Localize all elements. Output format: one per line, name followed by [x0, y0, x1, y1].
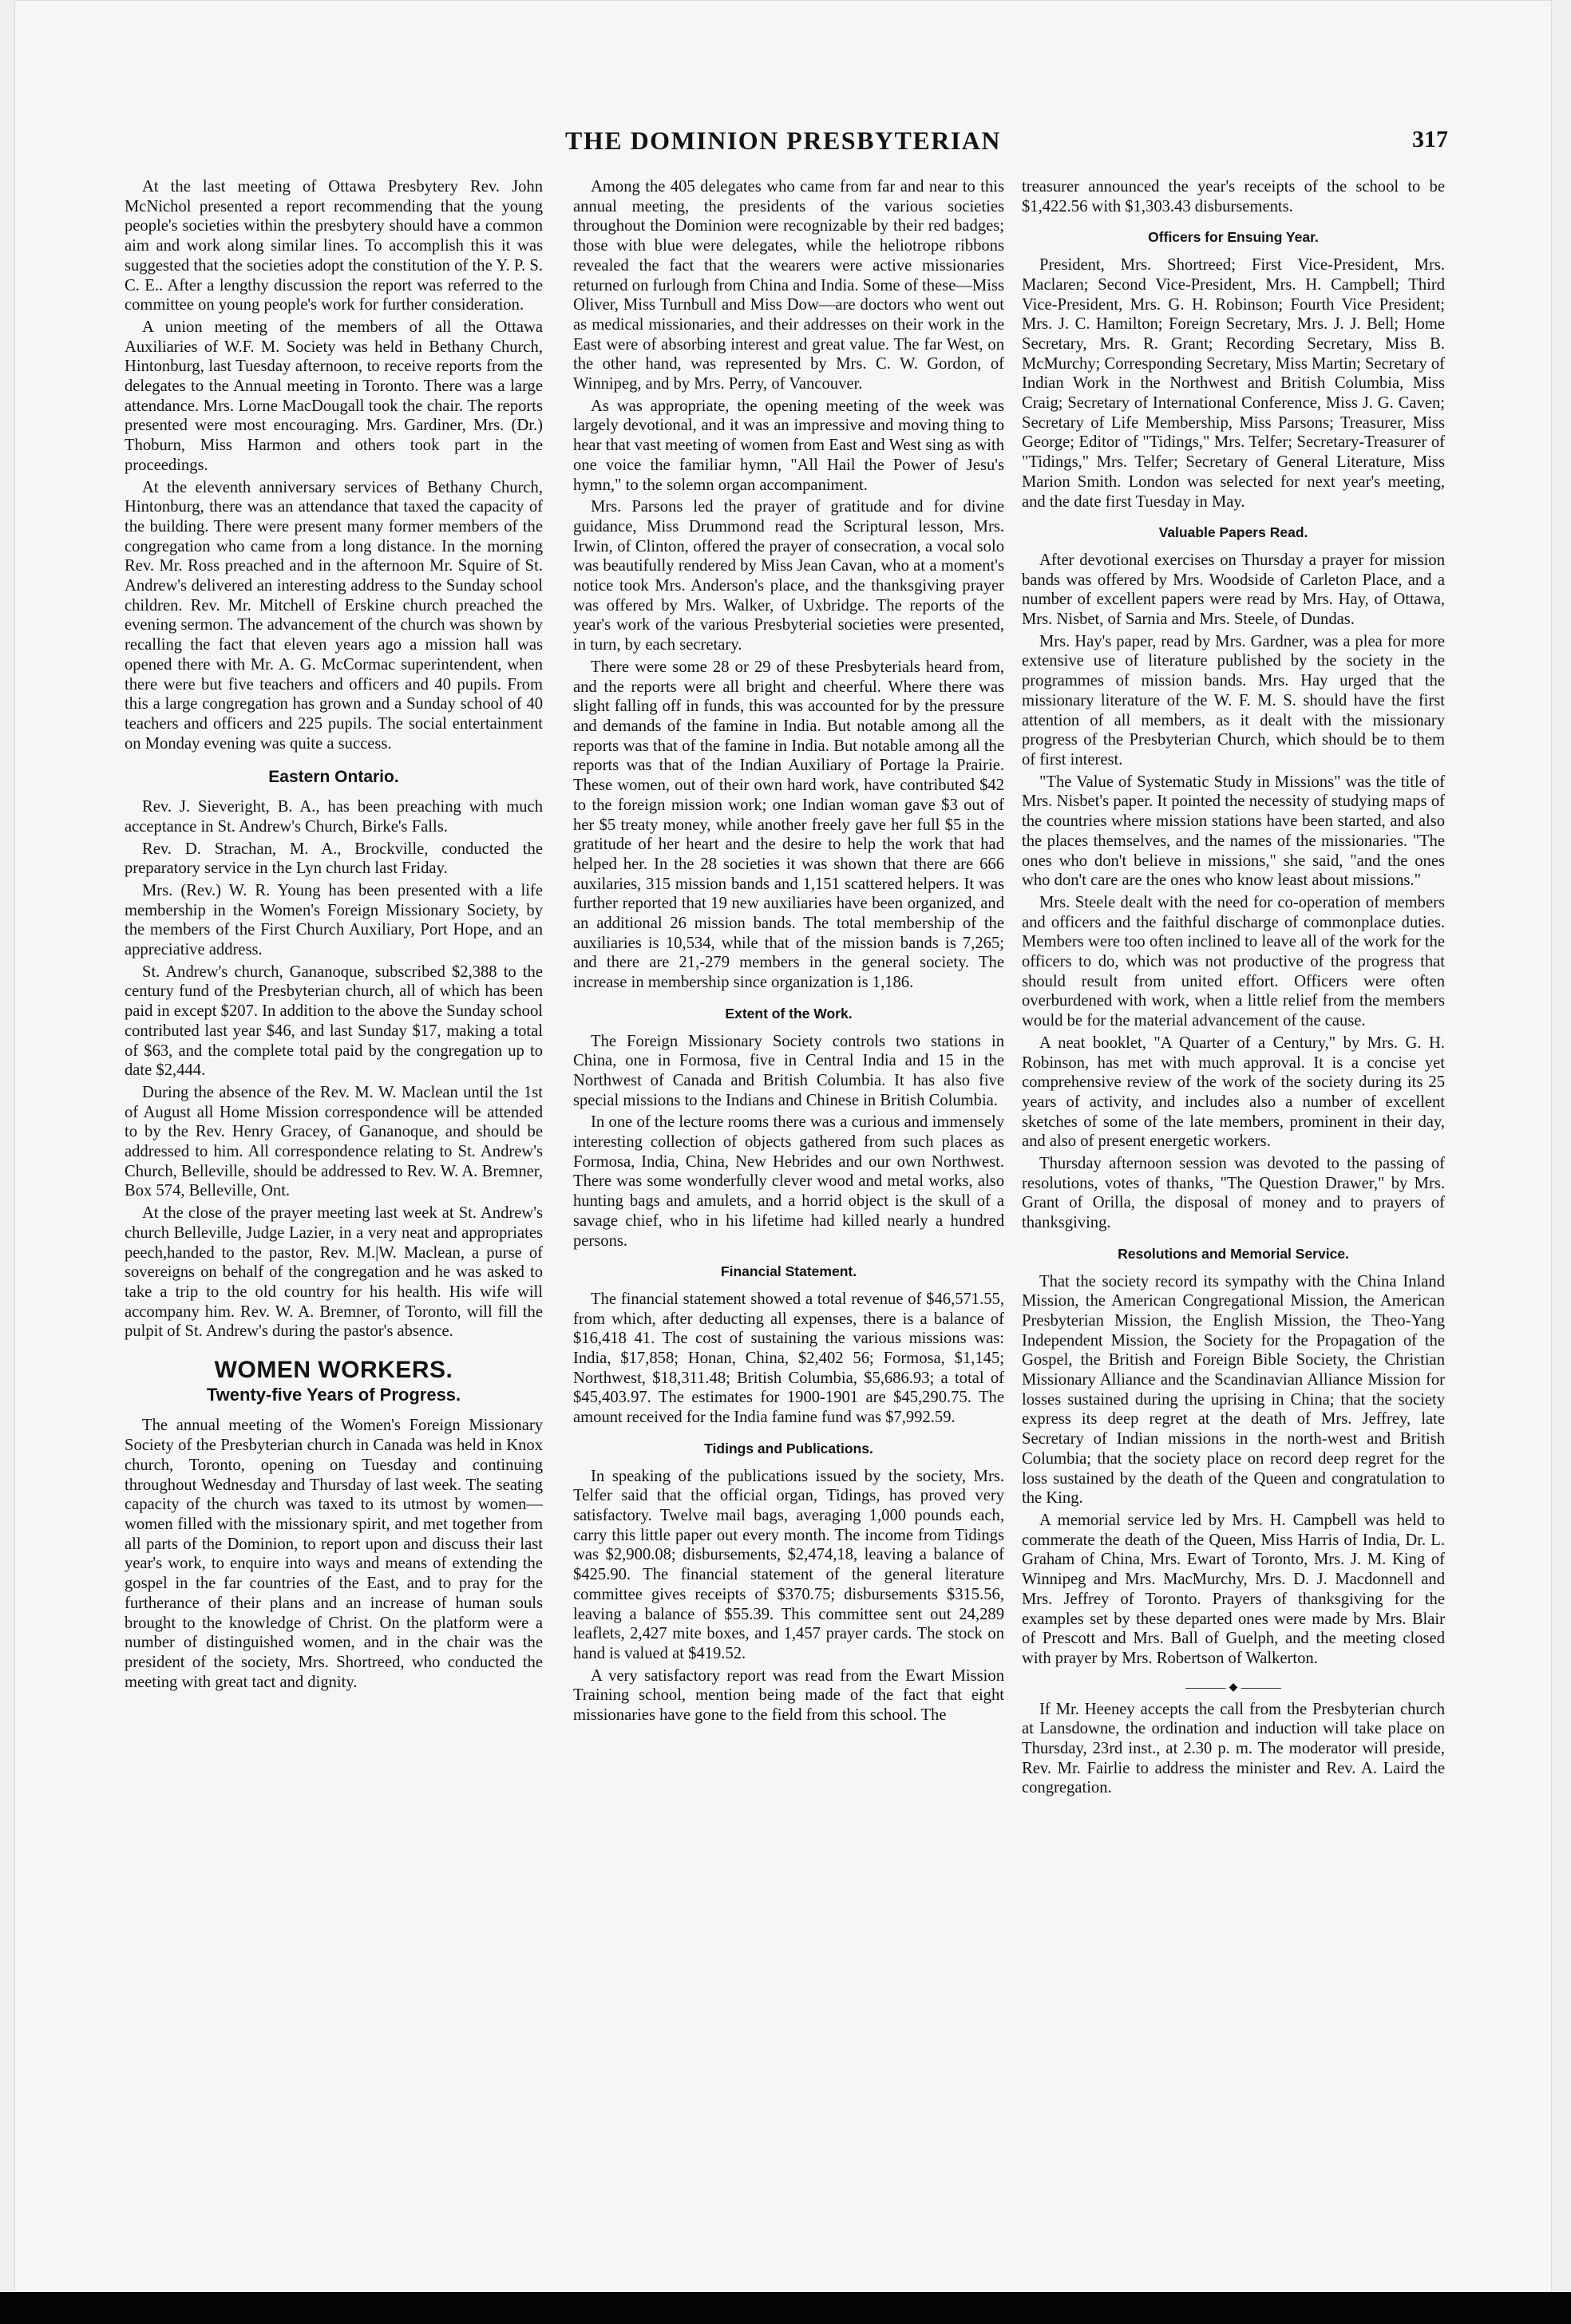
article-paragraph: St. Andrew's church, Gananoque, subscribed $2,388 to the century fund of the Presbyterian church, all of which has been paid in except $207. In addition to the above the Sunday school contributed last year $46, and last Sunday $17, making a total of $63, and the complete total paid by the congregation up to date $2,444.	[125, 962, 543, 1080]
section-divider	[1185, 1681, 1281, 1694]
article-paragraph: As was appropriate, the opening meeting of the week was largely devotional, and it was an impressive and moving thing to hear that vast meeting of women from East and West sing as with one voice the familiar hymn, "All Hail the Power of Jesu's hymn," to the solemn organ accompaniment.	[573, 397, 1004, 494]
section-heading-eastern-ontario: Eastern Ontario.	[268, 768, 399, 787]
article-paragraph: At the last meeting of Ottawa Presbytery Rev. John McNichol presented a report recommending that the young people's societies within the presbytery should have a common aim and work along similar lines. To accomplish this it was suggested that the societies adopt the constitution of the Y. P. S. C. E.. After a lengthy discussion the report was referred to the committee on young people's work for further consideration.	[125, 178, 543, 314]
article-paragraph: There were some 28 or 29 of these Presbyterials heard from, and the reports were all bright and cheerful. Where there was slight falling off in funds, this was accounted for by the pressure and demands of the famine in India. But notable among all the reports was that of the famine in India. But notable among all the reports was that of the Indian Auxiliary of Portage la Prairie. These women, out of their own hard work, have contributed $42 to the foreign mission work; one Indian woman gave $3 out of her $5 treaty money, while another freely gave her full $5 in the gratitude of her heart and the desire to help the work that had helped her. In the 28 societies it was shown that there are 666 auxilaries, 315 mission bands and 1,151 scattered helpers. It was further reported that 19 new auxiliaries have been organized, and an additional 26 mission bands. The total membership of the auxiliaries is 10,534, while that of the mission bands is 7,265; and there are 21,-279 members in the general society. The increase in membership since organization is 1,186.	[573, 658, 1004, 992]
article-paragraph: A union meeting of the members of all the Ottawa Auxiliaries of W.F. M. Society was held in Bethany Church, Hintonburg, last Tuesday afternoon, to receive reports from the delegates to the Annual meeting in Toronto. There was a large attendance. Mrs. Lorne MacDougall took the chair. The reports presented were most encouraging. Mrs. Gardiner, Mrs. (Dr.) Thoburn, Miss Harmon and others took part in the proceedings.	[125, 318, 543, 474]
article-paragraph: Mrs. Steele dealt with the need for co-operation of members and officers and the faithful discharge of commonplace duties. Members were too often inclined to leave all of the work for the officers to do, which was not productive of the progress that should result from united effort. Officers were often overburdened with work, when a little relief from the members would be for the material advancement of the cause.	[1022, 893, 1445, 1030]
article-paragraph: A very satisfactory report was read from the Ewart Mission Training school, mention being made of the fact that eight missionaries have gone to the field from this school. The	[573, 1666, 1004, 1725]
article-paragraph: Mrs. (Rev.) W. R. Young has been presented with a life membership in the Women's Foreign Missionary Society, by the members of the First Church Auxiliary, Port Hope, and an appreciative address.	[125, 881, 543, 959]
column-3	[1022, 177, 1445, 2276]
article-paragraph: At the eleventh anniversary services of Bethany Church, Hintonburg, there was an attendance that taxed the capacity of the building. There were present many former members of the congregation who came from a long distance. In the morning Rev. Mr. Ross preached and in the afternoon Mr. Squire of St. Andrew's delivered an interesting address to the Sunday school children. Rev. Mr. Mitchell of Erskine church preached the evening sermon. The advancement of the church was shown by recalling the fact that eleven years ago a mission hall was opened there with Mr. A. G. McCormac superintendent, when there were but five teachers and officers and 40 pupils. From this a large congregation has grown and a Sunday school of 40 teachers and officers and 225 pupils. The social entertainment on Monday evening was quite a success.	[125, 478, 543, 753]
article-paragraph: Thursday afternoon session was devoted to the passing of resolutions, votes of thanks, "The Question Drawer," by Mrs. Grant of Orilla, the disposal of money and to prayers of thanksgiving.	[1022, 1155, 1445, 1232]
article-paragraph: If Mr. Heeney accepts the call from the Presbyterian church at Lansdowne, the ordination and induction will take place on Thursday, 23rd inst., at 2.30 p. m. The moderator will preside, Rev. Mr. Fairlie to address the minister and Rev. A. Laird the congregation.	[1022, 1700, 1445, 1797]
article-paragraph: The Foreign Missionary Society controls two stations in China, one in Formosa, five in Central India and 15 in the Northwest of Canada and British Columbia. It has also five special missions to the Indians and Chinese in British Columbia.	[573, 1032, 1004, 1109]
section-heading-financial-statement: Financial Statement.	[720, 1263, 857, 1280]
article-paragraph: Mrs. Hay's paper, read by Mrs. Gardner, was a plea for more extensive use of literature published by the society in the programmes of mission bands. Mrs. Hay urged that the missionary literature of the W. F. M. S. should have the first attention of all members, as it dealt with the missionary progress of the Presbyterian Church, which should be to them of first interest.	[1022, 632, 1445, 769]
newspaper-page	[14, 0, 1552, 2324]
article-paragraph: Rev. D. Strachan, M. A., Brockville, conducted the preparatory service in the Lyn church last Friday.	[125, 840, 543, 878]
section-heading-resolutions: Resolutions and Memorial Service.	[1118, 1245, 1349, 1262]
section-heading-tidings: Tidings and Publications.	[704, 1440, 873, 1456]
column-1	[125, 177, 543, 2276]
article-paragraph: A neat booklet, "A Quarter of a Century," by Mrs. G. H. Robinson, has met with much approval. It is a concise yet comprehensive review of the work of the society during its 25 years of activity, and includes also a number of excellent sketches of some of the late members, prominent in their day, and also of present energetic workers.	[1022, 1034, 1445, 1151]
article-paragraph: During the absence of the Rev. M. W. Maclean until the 1st of August all Home Mission correspondence will be attended to by the Rev. Henry Gracey, of Gananoque, and should be addressed to him. All correspondence relating to St. Andrew's Church, Belleville, should be addressed to Rev. W. A. Bremner, Box 574, Belleville, Ont.	[125, 1083, 543, 1200]
article-paragraph: Among the 405 delegates who came from far and near to this annual meeting, the presidents of the various societies throughout the Dominion were recognizable by their red badges; those with blue were delegates, while the heliotrope ribbons revealed the fact that the wearers were active missionaries returned on furlough from China and India. Some of these—Miss Oliver, Miss Turnbull and Miss Dow—are doctors who went out as medical missionaries, and their addresses on their work in the East were of absorbing interest and great value. The far West, on the other hand, was represented by Mrs. C. W. Gordon, of Winnipeg, and by Mrs. Perry, of Vancouver.	[573, 178, 1004, 393]
article-paragraph: At the close of the prayer meeting last week at St. Andrew's church Belleville, Judge Lazier, in a very neat and appropriates peech,handed to the pastor, Rev. M.|W. Maclean, a purse of sovereigns on behalf of the congregation and he was asked to take a trip to the old country for his health. His wife will accompany him. Rev. W. A. Bremner, of Toronto, will fill the pulpit of St. Andrew's during the pastor's absence.	[125, 1204, 543, 1341]
section-heading-women-workers: WOMEN WORKERS.	[214, 1357, 453, 1384]
divider-ornament: ◆	[1226, 1682, 1241, 1694]
article-paragraph: President, Mrs. Shortreed; First Vice-President, Mrs. Maclaren; Second Vice-President, Mrs. H. Campbell; Third Vice-President, Mrs. G. H. Robinson; Fourth Vice President; Mrs. J. C. Hamilton; Foreign Secretary, Mrs. J. J. Bell; Home Secretary, Mrs. R. Grant; Recording Secretary, Miss B. McMurchy; Corresponding Secretary, Miss Martin; Secretary of Indian Work in the Northwest and British Columbia, Miss Craig; Secretary of International Conference, Miss J. G. Caven; Secretary of Life Membership, Miss Parsons; Treasurer, Miss George; Editor of "Tidings," Mrs. Telfer; Secretary-Treasurer of "Tidings," Mrs. Telfer; Secretary of General Literature, Miss Marion Smith. London was selected for next year's meeting, and the date first Tuesday in May.	[1022, 256, 1445, 511]
article-paragraph: The annual meeting of the Women's Foreign Missionary Society of the Presbyterian church in Canada was held in Knox church, Toronto, opening on Tuesday and continuing throughout Wednesday and Thursday of last week. The seating capacity of the church was taxed to its utmost by women—women filled with the missionary spirit, and met together from all parts of the Dominion, to report upon and discuss their last year's work, to enquire into ways and means of extending the gospel in the far countries of the East, and to pray for the furtherance of their plans and an increase of human souls brought to the knowledge of Christ. On the platform were a number of distinguished women, and in the chair was the president of the society, Mrs. Shortreed, who conducted the meeting with great tact and dignity.	[125, 1417, 543, 1691]
page-number: 317	[1412, 126, 1448, 152]
article-paragraph: Rev. J. Sieveright, B. A., has been preaching with much acceptance in St. Andrew's Church, Birke's Falls.	[125, 798, 543, 836]
article-paragraph: A memorial service led by Mrs. H. Campbell was held to commerate the death of the Queen, Miss Harris of India, Dr. L. Graham of China, Mrs. Ewart of Toronto, Mrs. J. M. King of Winnipeg and Mrs. MacMurchy, Mrs. D. J. Macdonnell and Mrs. Jeffrey of Toronto. Prayers of thanksgiving for the examples set by these departed ones were made by Mrs. Blair of Prescott and Mrs. Ball of Guelph, and the meeting closed with prayer by Mrs. Robertson of Walkerton.	[1022, 1512, 1445, 1667]
article-paragraph: That the society record its sympathy with the China Inland Mission, the American Congregational Mission, the American Presbyterian Mission, the English Mission, the Theo-Yang Independent Mission, the Society for the Propagation of the Gospel, the British and Foreign Bible Society, the Christian Missionary Alliance and the Scandinavian Alliance Mission for losses sustained during the uprising in China; that the society express its deep regret at the death of Mrs. Jeffrey, late Secretary of Indian missions in the north-west and British Columbia; that the society place on record deep regret for the loss sustained by the death of the Queen and congratulation to the King.	[1022, 1272, 1445, 1508]
article-paragraph: The financial statement showed a total revenue of $46,571.55, from which, after deducting all expenses, there is a balance of $16,418 41. The cost of sustaining the various missions was: India, $17,858; Honan, China, $2,402 56; Formosa, $1,145; Northwest, $18,311.48; British Columbia, $5,686.93; a total of $45,403.97. The estimates for 1900-1901 are $45,290.75. The amount received for the India famine fund was $7,992.59.	[573, 1290, 1004, 1427]
page-header	[14, 126, 1552, 174]
article-paragraph: After devotional exercises on Thursday a prayer for mission bands was offered by Mrs. Woodside of Carleton Place, and a number of excellent papers were read by Mrs. Hay, of Ottawa, Mrs. Nisbet, of Sarnia and Mrs. Steele, of Dundas.	[1022, 551, 1445, 629]
section-subheading: Twenty-five Years of Progress.	[206, 1384, 461, 1405]
section-heading-officers: Officers for Ensuing Year.	[1148, 229, 1319, 246]
page-title: THE DOMINION PRESBYTERIAN	[564, 126, 1001, 155]
column-2	[573, 177, 1004, 2276]
scan-bottom-border	[0, 2292, 1571, 2324]
article-paragraph: "The Value of Systematic Study in Missions" was the title of Mrs. Nisbet's paper. It pointed the necessity of studying maps of the countries where mission stations have been started, and also the places themselves, and the names of the missionaries. "The ones who don't believe in missions," she said, "and the ones who don't care are the ones who know least about missions."	[1022, 773, 1445, 890]
section-heading-valuable-papers: Valuable Papers Read.	[1158, 524, 1308, 541]
section-heading-extent-of-work: Extent of the Work.	[725, 1005, 853, 1022]
article-paragraph: In speaking of the publications issued by the society, Mrs. Telfer said that the official organ, Tidings, has proved very satisfactory. Twelve mail bags, averaging 1,000 pounds each, carry this little paper out every month. The income from Tidings was $2,900.08; disbursements, $2,474,18, leaving a balance of $425.90. The financial statement of the general literature committee gives receipts of $370.75; disbursements $315.56, leaving a balance of $55.39. This committee sent out 24,289 leaflets, 2,427 mite boxes, and 1,457 prayer cards. The stock on hand is valued at $419.52.	[573, 1467, 1004, 1662]
article-paragraph: treasurer announced the year's receipts of the school to be $1,422.56 with $1,303.43 disbursements.	[1022, 178, 1445, 215]
article-paragraph: Mrs. Parsons led the prayer of gratitude and for divine guidance, Miss Drummond read the Scriptural lesson, Mrs. Irwin, of Clinton, offered the prayer of consecration, a vocal solo was beautifully rendered by Miss Jean Cavan, who at a moment's notice took Mrs. Anderson's place, and the thanksgiving prayer was offered by Mrs. Walker, of Uxbridge. The reports of the year's work of the various Presbyterial societies were presented, in turn, by each secretary.	[573, 498, 1004, 654]
article-paragraph: In one of the lecture rooms there was a curious and immensely interesting collection of objects gathered from such places as Formosa, India, China, New Hebrides and our own Northwest. There was some wonderfully clever wood and metal works, also hunting bags and amulets, and a horrid object is the skull of a savage chief, who in his lifetime had killed nearly a hundred persons.	[573, 1113, 1004, 1250]
